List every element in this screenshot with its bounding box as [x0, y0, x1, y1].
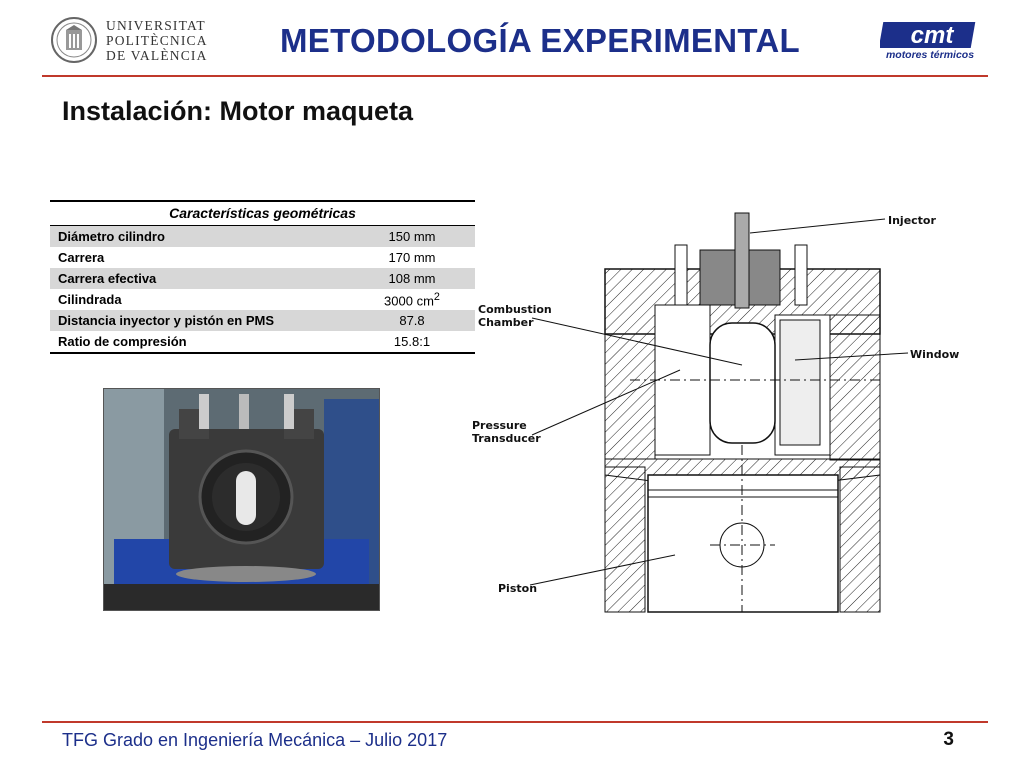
- cmt-subtitle: motores térmicos: [885, 49, 975, 61]
- cmt-logo-text: cmt: [910, 22, 954, 49]
- row-value-text: 3000 cm: [384, 293, 434, 309]
- table-header: Características geométricas: [50, 201, 475, 226]
- label-combustion-1: Combustion: [478, 303, 552, 316]
- table-row: [50, 226, 475, 248]
- table-row: [50, 268, 475, 289]
- label-injector: Injector: [888, 214, 936, 227]
- slide-subtitle: Instalación: Motor maqueta: [62, 96, 414, 126]
- label-combustion-2: Chamber: [478, 316, 534, 329]
- row-value: 150 mm: [349, 226, 475, 248]
- geometry-table: [50, 200, 475, 354]
- university-seal-icon: [50, 16, 98, 64]
- row-value: [349, 289, 475, 310]
- row-value: 15.8:1: [349, 331, 475, 353]
- table-row: [50, 331, 475, 353]
- university-name: [106, 18, 208, 63]
- engine-photo: [103, 388, 380, 611]
- table-row: [50, 310, 475, 331]
- table-row: [50, 247, 475, 268]
- row-label: Diámetro cilindro: [50, 226, 349, 248]
- row-label: Ratio de compresión: [50, 331, 349, 353]
- row-value-superscript: 2: [433, 291, 440, 303]
- footer-divider: [42, 721, 988, 723]
- engine-cross-section-diagram: [470, 205, 990, 615]
- row-label: Distancia inyector y pistón en PMS: [50, 310, 349, 331]
- row-label: Carrera efectiva: [50, 268, 349, 289]
- row-label: Cilindrada: [58, 292, 122, 308]
- label-pressure-1: Pressure: [472, 419, 527, 432]
- university-line-2: POLITÈCNICA: [106, 32, 208, 48]
- university-line-3: DE VALÈNCIA: [106, 47, 208, 63]
- label-window: Window: [910, 348, 960, 361]
- row-value: 108 mm: [349, 268, 475, 289]
- page-number: 3: [943, 729, 954, 750]
- row-value: 170 mm: [388, 250, 436, 265]
- header-divider: [42, 75, 988, 77]
- page-title: METODOLOGÍA EXPERIMENTAL: [280, 22, 800, 59]
- row-value: 87.8: [349, 310, 475, 331]
- row-label: Carrera: [58, 250, 105, 265]
- university-line-1: UNIVERSITAT: [106, 17, 206, 33]
- footer-text: TFG Grado en Ingeniería Mecánica – Julio 2017: [62, 730, 448, 750]
- university-logo: [50, 14, 210, 66]
- label-piston: Piston: [498, 582, 538, 595]
- table-row: [50, 289, 475, 310]
- label-pressure-2: Transducer: [472, 432, 541, 445]
